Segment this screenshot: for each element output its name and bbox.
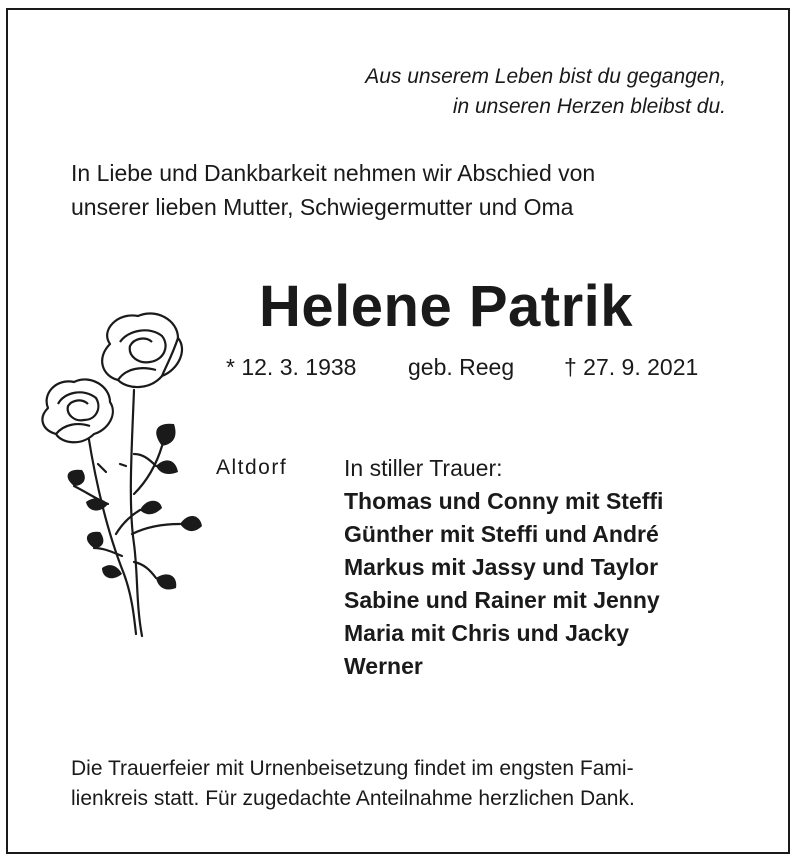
verse [226,62,726,122]
mourner-family: Thomas und Conny mit Steffi [344,488,664,514]
intro-line-2: unserer lieben Mutter, Schwiegermutter und Oma [71,194,574,220]
birth-date: * 12. 3. 1938 [226,354,357,380]
place-name: Altdorf [216,456,288,479]
intro-text [71,156,731,224]
mourners [344,452,663,683]
verse-line-2: in unseren Herzen bleibst du. [452,95,726,118]
footer-line-1: Die Trauerfeier mit Urnenbeisetzung findet im engsten Fami- [71,757,634,780]
mourner-family: Sabine und Rainer mit Jenny [344,587,660,613]
death-date: † 27. 9. 2021 [564,354,699,380]
mourner-family: Werner [344,653,423,679]
mourner-family: Markus mit Jassy und Taylor [344,554,659,580]
mourner-family: Günther mit Steffi und André [344,521,659,547]
footer-line-2: lienkreis statt. Für zugedachte Anteilnahme herzlichen Dank. [71,787,635,810]
mourner-family: Maria mit Chris und Jacky [344,620,630,646]
maiden-name: geb. Reeg [408,354,515,380]
verse-line-1: Aus unserem Leben bist du gegangen, [365,65,726,88]
mourners-heading: In stiller Trauer: [344,455,503,481]
rose-icon [38,304,204,644]
intro-line-1: In Liebe und Dankbarkeit nehmen wir Abschied von [71,160,596,186]
deceased-name: Helene Patrik [259,274,634,339]
footer-note [71,754,731,814]
